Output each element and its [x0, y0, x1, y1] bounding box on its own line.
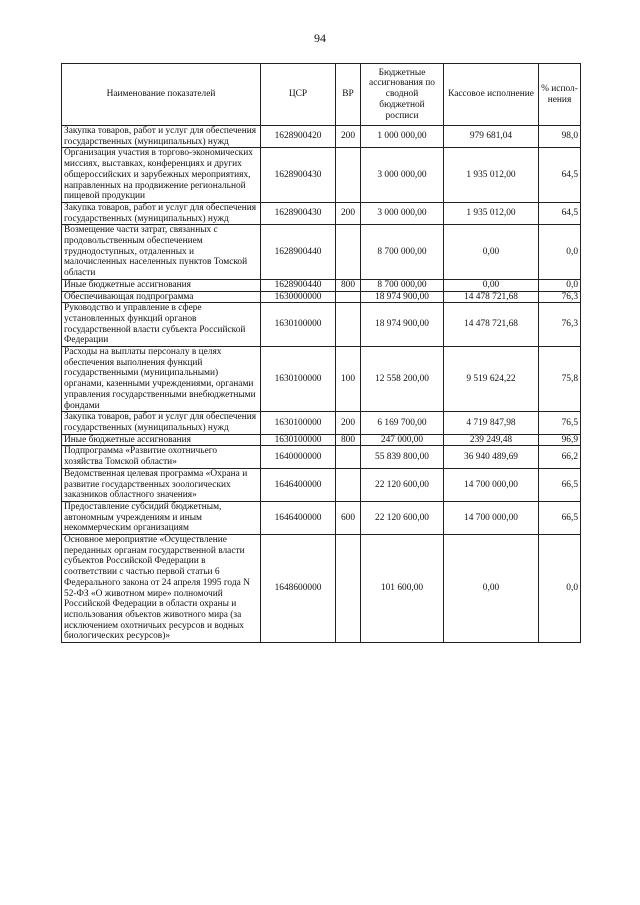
row-csr: 1648600000 — [261, 535, 336, 643]
row-pct: 64,5 — [539, 148, 581, 203]
header-vr: ВР — [336, 64, 361, 126]
header-budget: Бюджетные ассигнования по сводной бюджетной росписи — [361, 64, 444, 126]
row-budget: 12 558 200,00 — [361, 347, 444, 412]
table-row — [62, 446, 581, 468]
row-csr: 1628900430 — [261, 148, 336, 203]
row-budget: 8 700 000,00 — [361, 225, 444, 280]
row-budget: 18 974 900,00 — [361, 303, 444, 347]
row-cash: 1 935 012,00 — [444, 148, 539, 203]
row-cash: 36 940 489,69 — [444, 446, 539, 468]
row-vr: 200 — [336, 126, 361, 148]
row-cash: 14 700 000,00 — [444, 468, 539, 501]
header-name: Наименование показателей — [62, 64, 261, 126]
row-pct: 76,3 — [539, 291, 581, 303]
row-name: Основное мероприятие «Осуществление переданных органам государственной власти субъектов Российской Федерации в соответствии с частью первой статьи 6 Федерального закона от 24 апреля 1995 года N 52-ФЗ «О животном мире» полномочий Российской Федерации в области охраны и использования объектов животного мира (за исключением охотничьих ресурсов и водных биологических ресурсов)» — [62, 535, 261, 643]
table-row — [62, 303, 581, 347]
row-budget: 247 000,00 — [361, 434, 444, 446]
row-budget: 6 169 700,00 — [361, 412, 444, 434]
row-name: Возмещение части затрат, связанных с продовольственным обеспечением труднодоступных, отдаленных и малочисленных населенных пунктов Томской области — [62, 225, 261, 280]
table-row — [62, 468, 581, 501]
table-row — [62, 225, 581, 280]
row-name: Обеспечивающая подпрограмма — [62, 291, 261, 303]
row-cash: 1 935 012,00 — [444, 202, 539, 224]
row-vr — [336, 148, 361, 203]
table-row — [62, 501, 581, 534]
row-vr: 100 — [336, 347, 361, 412]
row-name: Закупка товаров, работ и услуг для обеспечения государственных (муниципальных) нужд — [62, 126, 261, 148]
row-budget: 18 974 900,00 — [361, 291, 444, 303]
row-csr: 1630100000 — [261, 303, 336, 347]
row-cash: 979 681,04 — [444, 126, 539, 148]
row-budget: 3 000 000,00 — [361, 202, 444, 224]
table-row — [62, 434, 581, 446]
row-budget: 22 120 600,00 — [361, 501, 444, 534]
row-csr: 1628900440 — [261, 225, 336, 280]
row-cash: 14 478 721,68 — [444, 303, 539, 347]
row-name: Предоставление субсидий бюджетным, автономным учреждениям и иным некоммерческим организациям — [62, 501, 261, 534]
row-cash: 14 478 721,68 — [444, 291, 539, 303]
row-pct: 76,5 — [539, 412, 581, 434]
budget-execution-table — [61, 63, 581, 643]
row-budget: 8 700 000,00 — [361, 279, 444, 291]
row-cash: 9 519 624,22 — [444, 347, 539, 412]
row-csr: 1628900420 — [261, 126, 336, 148]
header-cash: Кассовое исполнение — [444, 64, 539, 126]
row-pct: 66,5 — [539, 501, 581, 534]
row-name: Организация участия в торгово-экономических миссиях, выставках, конференциях и других общероссийских и зарубежных мероприятиях, направленных на продвижение региональной пищевой продукции — [62, 148, 261, 203]
row-vr — [336, 291, 361, 303]
row-budget: 3 000 000,00 — [361, 148, 444, 203]
row-vr: 200 — [336, 202, 361, 224]
table-row — [62, 412, 581, 434]
row-name: Закупка товаров, работ и услуг для обеспечения государственных (муниципальных) нужд — [62, 412, 261, 434]
row-csr: 1630100000 — [261, 434, 336, 446]
row-cash: 4 719 847,98 — [444, 412, 539, 434]
row-csr: 1646400000 — [261, 468, 336, 501]
table-row — [62, 347, 581, 412]
row-csr: 1646400000 — [261, 501, 336, 534]
row-pct: 0,0 — [539, 535, 581, 643]
row-cash: 0,00 — [444, 279, 539, 291]
row-vr — [336, 225, 361, 280]
row-vr: 800 — [336, 279, 361, 291]
row-vr — [336, 468, 361, 501]
table-row — [62, 535, 581, 643]
row-vr: 600 — [336, 501, 361, 534]
row-pct: 66,2 — [539, 446, 581, 468]
row-pct: 76,3 — [539, 303, 581, 347]
row-csr: 1640000000 — [261, 446, 336, 468]
row-pct: 96,9 — [539, 434, 581, 446]
row-name: Закупка товаров, работ и услуг для обеспечения государственных (муниципальных) нужд — [62, 202, 261, 224]
row-name: Иные бюджетные ассигнования — [62, 434, 261, 446]
row-csr: 1630000000 — [261, 291, 336, 303]
header-csr: ЦСР — [261, 64, 336, 126]
row-name: Подпрограмма «Развитие охотничьего хозяйства Томской области» — [62, 446, 261, 468]
row-budget: 55 839 800,00 — [361, 446, 444, 468]
row-csr: 1628900430 — [261, 202, 336, 224]
row-csr: 1630100000 — [261, 412, 336, 434]
row-csr: 1628900440 — [261, 279, 336, 291]
row-pct: 0,0 — [539, 225, 581, 280]
table-body — [62, 126, 581, 643]
row-budget: 1 000 000,00 — [361, 126, 444, 148]
row-pct: 75,8 — [539, 347, 581, 412]
row-cash: 239 249,48 — [444, 434, 539, 446]
row-vr: 200 — [336, 412, 361, 434]
row-cash: 14 700 000,00 — [444, 501, 539, 534]
row-name: Руководство и управление в сфере установленных функций органов государственной власти субъекта Российской Федерации — [62, 303, 261, 347]
row-vr — [336, 303, 361, 347]
row-vr: 800 — [336, 434, 361, 446]
row-name: Иные бюджетные ассигнования — [62, 279, 261, 291]
row-name: Расходы на выплаты персоналу в целях обеспечения выполнения функций государственными (муниципальными) органами, казенными учреждениями, органами управления государственными внебюджетными фондами — [62, 347, 261, 412]
row-vr — [336, 535, 361, 643]
row-pct: 66,5 — [539, 468, 581, 501]
header-pct: % испол-нения — [539, 64, 581, 126]
table-row — [62, 202, 581, 224]
row-csr: 1630100000 — [261, 347, 336, 412]
page-number: 94 — [314, 31, 326, 45]
row-name: Ведомственная целевая программа «Охрана и развитие государственных зоологических заказников областного значения» — [62, 468, 261, 501]
table-row — [62, 126, 581, 148]
table-row — [62, 148, 581, 203]
table-row — [62, 279, 581, 291]
table-header-row — [62, 64, 581, 126]
table-row — [62, 291, 581, 303]
row-cash: 0,00 — [444, 535, 539, 643]
row-budget: 22 120 600,00 — [361, 468, 444, 501]
row-budget: 101 600,00 — [361, 535, 444, 643]
row-pct: 98,0 — [539, 126, 581, 148]
row-pct: 0,0 — [539, 279, 581, 291]
row-cash: 0,00 — [444, 225, 539, 280]
row-pct: 64,5 — [539, 202, 581, 224]
row-vr — [336, 446, 361, 468]
